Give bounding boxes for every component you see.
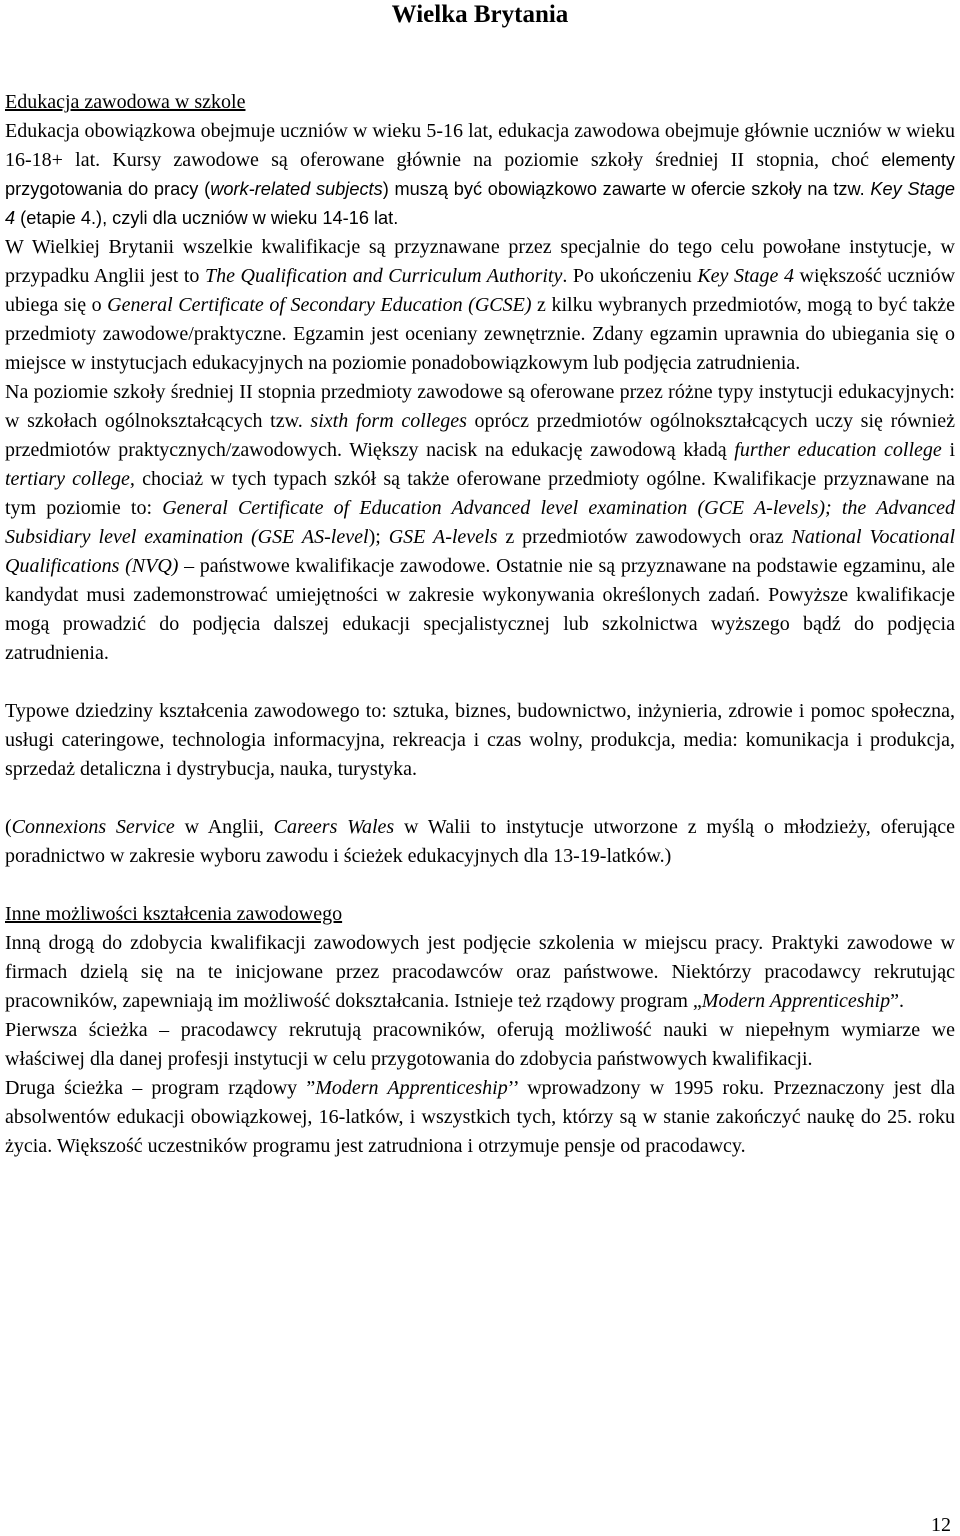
- text-run: Inną drogą do zdobycia kwalifikacji zawodowych jest podjęcie szkolenia w miejscu pracy. Praktyki zawodowe w firmach dzielą się na te inicjowane przez pracodawców oraz państwowe. Niektórzy pracodawcy rekrutując pracowników, zapewniają im możliwość dokształcania. Istnieje też rządowy program „: [5, 932, 955, 1012]
- text-run: z kilku wybranych przedmiotów, mogą to być także przedmioty zawodowe/praktyczne. Egzamin jest oceniany zewnętrznie. Zdany egzamin uprawnia do ubiegania się o miejsce w instytucjach edukacyjnych na poziomie ponadobowiązkowym lub podjęcia zatrudnienia.: [5, 294, 955, 374]
- text-run: i: [941, 439, 956, 461]
- section-heading-other-options: Inne możliwości kształcenia zawodowego: [5, 903, 343, 925]
- text-run: – państwowe kwalifikacje zawodowe. Ostatnie nie są przyznawane na podstawie egzaminu, ale kandydat musi zademonstrować umiejętności w zakresie wykonywania określonych zadań. Powyższe kwalifikacje mogą prowadzić do podjęcia dalszej edukacji specjalistycznej lub szkolnictwa wyższego bądź do podjęcia zatrudnienia.: [5, 555, 956, 664]
- text-run: General Certificate of Secondary Education (GCSE): [107, 294, 532, 316]
- text-run: większość uczniów ubiega się o: [5, 265, 956, 316]
- text-run: w Walii to instytucje utworzone z myślą o młodzieży, oferujące poradnictwo w zakresie wyboru zawodu i ścieżek edukacyjnych dla 13-19-latków.): [5, 816, 955, 867]
- document-page: [5, 0, 955, 1161]
- paragraph: [5, 117, 955, 233]
- section-heading-vocational-school: Edukacja zawodowa w szkole: [5, 91, 246, 113]
- text-run: ’’ wprowadzony w 1995 roku. Przeznaczony jest dla absolwentów edukacji obowiązkowej, 16-latków, i wszystkich tych, którzy są w stanie zakończyć naukę do 25. roku życia. Większość uczestników programu jest zatrudniona i otrzymuje pensje od pracodawcy.: [5, 1077, 955, 1157]
- paragraph: [5, 233, 955, 378]
- text-run: Typowe dziedziny kształcenia zawodowego to: sztuka, biznes, budownictwo, inżynieria, zdrowie i pomoc społeczna, usługi cateringowe, technologia informacyjna, rekreacja i czas wolny, produkcja, media: komunikacja i produkcja, sprzedaż detaliczna i dystrybucja, nauka, turystyka.: [5, 700, 955, 780]
- text-run: General Certificate of Education Advanced level examination (GCE A-levels); the Advanced Subsidiary level examination (GSE AS-level: [5, 497, 955, 548]
- text-run: Edukacja obowiązkowa obejmuje uczniów w wieku 5-16 lat, edukacja zawodowa obejmuje głównie uczniów w wieku 16-18+ lat. Kursy zawodowe są oferowane głównie na poziomie szkoły średniej II stopnia, choć: [5, 120, 955, 171]
- paragraph: [5, 378, 955, 668]
- text-run: Druga ścieżka – program rządowy ”: [5, 1077, 316, 1099]
- text-run: GSE A-levels: [388, 526, 498, 548]
- paragraph-gap: [5, 784, 955, 813]
- text-run: tertiary college,: [5, 468, 135, 490]
- text-run: Key Stage 4: [697, 265, 794, 287]
- text-run: elementy przygotowania do pracy (: [5, 150, 955, 199]
- text-run: work-related subjects: [210, 179, 383, 199]
- text-run: The Qualification and Curriculum Authority: [204, 265, 563, 287]
- text-run: . Po ukończeniu: [562, 265, 698, 287]
- text-run: Modern Apprenticeship: [315, 1077, 508, 1099]
- text-run: chociaż w tych typach szkół są także oferowane przedmioty ogólne. Kwalifikacje przyznawane na tym poziomie to:: [5, 468, 956, 519]
- paragraph: [5, 813, 955, 871]
- text-run: Careers Wales: [273, 816, 395, 838]
- paragraph-gap: [5, 668, 955, 697]
- paragraph: [5, 697, 955, 784]
- text-run: ”.: [890, 990, 904, 1012]
- text-run: sixth form colleges: [310, 410, 467, 432]
- paragraph: [5, 1016, 955, 1074]
- text-run: w Anglii,: [174, 816, 274, 838]
- text-run: );: [368, 526, 389, 548]
- text-run: Modern Apprenticeship: [701, 990, 891, 1012]
- text-run: Na poziomie szkoły średniej II stopnia przedmioty zawodowe są oferowane przez różne typy instytucji edukacyjnych: w szkołach ogólnokształcących tzw.: [5, 381, 955, 432]
- text-run: ) muszą być obowiązkowo zawarte w ofercie szkoły na tzw.: [382, 179, 871, 199]
- text-run: National Vocational Qualifications (NVQ): [5, 526, 956, 577]
- text-run: Key Stage 4: [5, 179, 956, 228]
- text-run: Connexions Service: [11, 816, 175, 838]
- paragraph: [5, 1074, 955, 1161]
- document-title: Wielka Brytania: [391, 1, 569, 28]
- text-run: further education college: [734, 439, 942, 461]
- text-run: z przedmiotów zawodowych oraz: [497, 526, 792, 548]
- text-run: (etapie 4.), czyli dla uczniów w wieku 14-16 lat.: [15, 208, 399, 228]
- paragraph: [5, 929, 955, 1016]
- text-run: Pierwsza ścieżka – pracodawcy rekrutują pracowników, oferują możliwość nauki w niepełnym wymiarze we właściwej dla danej profesji instytucji w celu przygotowania do zdobycia państwowych kwalifikacji.: [5, 1019, 955, 1070]
- text-run: oprócz przedmiotów ogólnokształcących uczy się również przedmiotów praktycznych/zawodowych. Większy nacisk na edukację zawodową kładą: [5, 410, 955, 461]
- text-run: (: [5, 816, 12, 838]
- paragraph-gap: [5, 871, 955, 900]
- page-number: 12: [931, 1514, 951, 1536]
- text-run: W Wielkiej Brytanii wszelkie kwalifikacje są przyznawane przez specjalnie do tego celu powołane instytucje, w przypadku Anglii jest to: [5, 236, 955, 287]
